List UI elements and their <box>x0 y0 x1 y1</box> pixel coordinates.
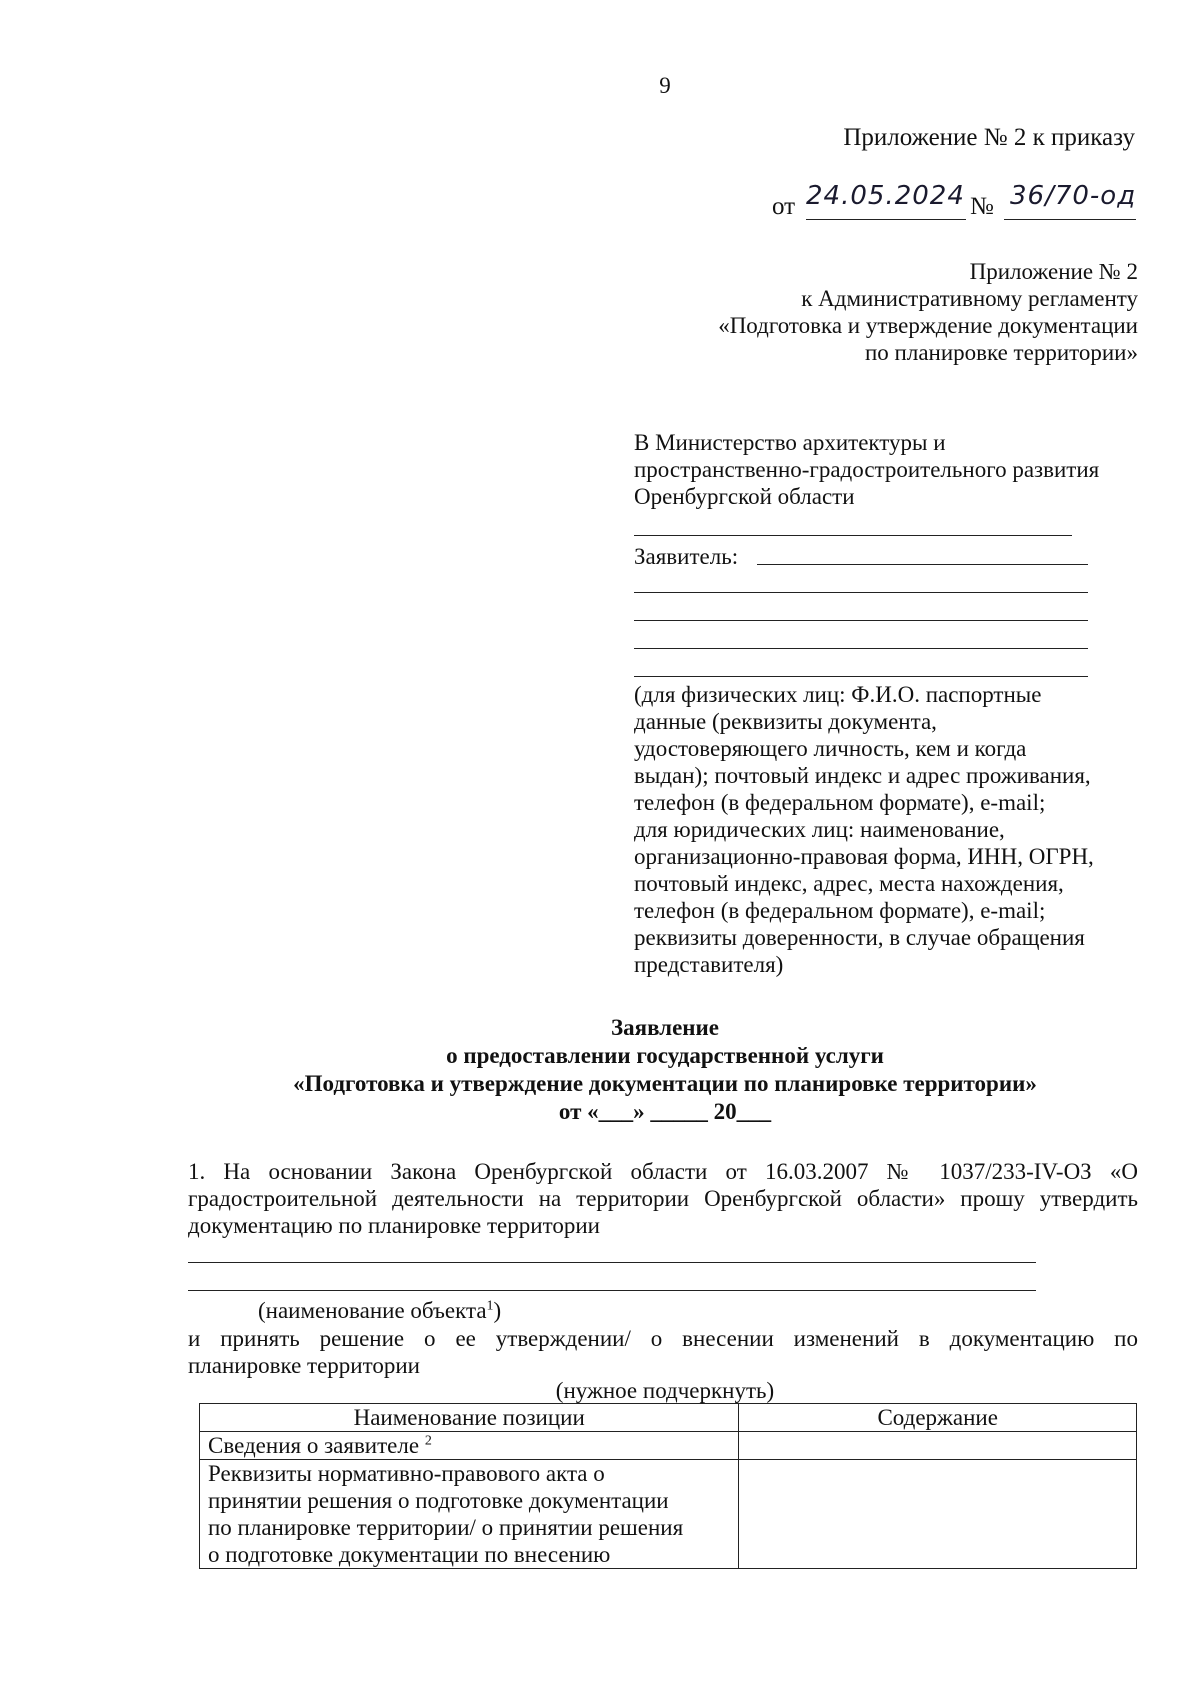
applicant-hint <box>634 681 1094 978</box>
table-cell-content[interactable] <box>739 1460 1137 1569</box>
paragraph-1-line-3: документацию по планировке территории <box>188 1213 600 1238</box>
applicant-hint-line: для юридических лиц: наименование, <box>634 817 1005 842</box>
addressee-line-1: В Министерство архитектуры и <box>634 430 946 455</box>
heading-title: Заявление <box>610 1015 720 1040</box>
applicant-hint-line: выдан); почтовый индекс и адрес проживания, <box>634 763 1091 788</box>
paragraph-1-line-1: 1. На основании Закона Оренбургской области от 16.03.2007 № 1037/233-IV-ОЗ «О <box>188 1159 1138 1184</box>
object-blank-line-2 <box>188 1290 1036 1291</box>
table-header-row <box>200 1404 1137 1432</box>
paragraph-2-line-2: планировке территории <box>188 1353 420 1378</box>
page-number: 9 <box>659 73 671 98</box>
applicant-blank-line-2 <box>634 592 1088 593</box>
paragraph-2-line-1: и принять решение о ее утверждении/ о внесении изменений в документацию по <box>188 1326 1138 1351</box>
applicant-blank-line-5 <box>634 676 1088 677</box>
order-number-handwritten: 36/70-од <box>1010 181 1137 211</box>
addressee-line-3: Оренбургской области <box>634 484 855 509</box>
applicant-blank-line-4 <box>634 648 1088 649</box>
paragraph-1 <box>188 1158 1138 1239</box>
table-cell-line: Реквизиты нормативно-правового акта о <box>208 1461 605 1486</box>
reg-line-3: «Подготовка и утверждение документации <box>718 313 1138 338</box>
object-blank-line-1 <box>188 1262 1036 1263</box>
reg-line-2: к Административному регламенту <box>801 286 1138 311</box>
order-from-label: от <box>772 193 796 220</box>
applicant-hint-line: данные (реквизиты документа, <box>634 709 937 734</box>
paragraph-1-line-2: градостроительной деятельности на территории Оренбургской области» прошу утвердить <box>188 1186 1138 1211</box>
applicant-hint-line: удостоверяющего личность, кем и когда <box>634 736 1027 761</box>
applicant-label: Заявитель: <box>634 544 739 569</box>
object-caption-text: (наименование объекта <box>258 1298 487 1323</box>
reg-line-1: Приложение № 2 <box>969 259 1138 284</box>
applicant-blank-line-3 <box>634 620 1088 621</box>
reg-line-4: по планировке территории» <box>864 340 1138 365</box>
order-date-number <box>772 181 1142 229</box>
addressee <box>634 429 1099 510</box>
application-table <box>199 1403 1137 1569</box>
heading-date-line: от «___» _____ 20___ <box>558 1099 772 1124</box>
footnote-2-marker: 2 <box>424 1433 432 1449</box>
regulation-appendix <box>600 258 1138 366</box>
table-cell-name <box>200 1460 739 1569</box>
object-caption <box>258 1297 501 1324</box>
paragraph-2 <box>188 1325 1138 1379</box>
order-appendix-title: Приложение № 2 к приказу <box>843 124 1135 151</box>
table-cell-line: о подготовке документации по внесению <box>208 1542 611 1567</box>
applicant-hint-line: телефон (в федеральном формате), e-mail; <box>634 898 1046 923</box>
table-cell-name <box>200 1432 739 1460</box>
applicant-hint-line: (для физических лиц: Ф.И.О. паспортные <box>634 682 1042 707</box>
addressee-blank-line <box>634 535 1072 536</box>
order-date-handwritten: 24.05.2024 <box>806 181 965 211</box>
heading-line-3: «Подготовка и утверждение документации по планировке территории» <box>293 1071 1037 1096</box>
table-cell-line: принятии решения о подготовке документации <box>208 1488 669 1513</box>
table-cell-line: по планировке территории/ о принятии решения <box>208 1515 684 1540</box>
addressee-line-2: пространственно-градостроительного развития <box>634 457 1100 482</box>
table-row <box>200 1460 1137 1569</box>
applicant-blank-line-1 <box>757 564 1088 565</box>
applicant-hint-line: почтовый индекс, адрес, места нахождения, <box>634 871 1064 896</box>
underline-note: (нужное подчеркнуть) <box>555 1378 775 1403</box>
footnote-1-marker: 1 <box>486 1298 494 1314</box>
table-header-content: Содержание <box>739 1404 1137 1432</box>
object-caption-end: ) <box>493 1298 502 1323</box>
table-row <box>200 1432 1137 1460</box>
order-number-underline <box>1004 219 1136 220</box>
applicant-hint-line: телефон (в федеральном формате), e-mail; <box>634 790 1046 815</box>
order-number-label: № <box>970 193 994 220</box>
order-date-underline <box>806 219 966 220</box>
applicant-hint-line: представителя) <box>634 952 784 977</box>
table-cell-content[interactable] <box>739 1432 1137 1460</box>
applicant-info-label: Сведения о заявителе <box>208 1433 420 1458</box>
heading-line-2: о предоставлении государственной услуги <box>446 1043 884 1068</box>
applicant-hint-line: организационно-правовая форма, ИНН, ОГРН, <box>634 844 1094 869</box>
applicant-hint-line: реквизиты доверенности, в случае обращения <box>634 925 1085 950</box>
table-header-name: Наименование позиции <box>200 1404 739 1432</box>
